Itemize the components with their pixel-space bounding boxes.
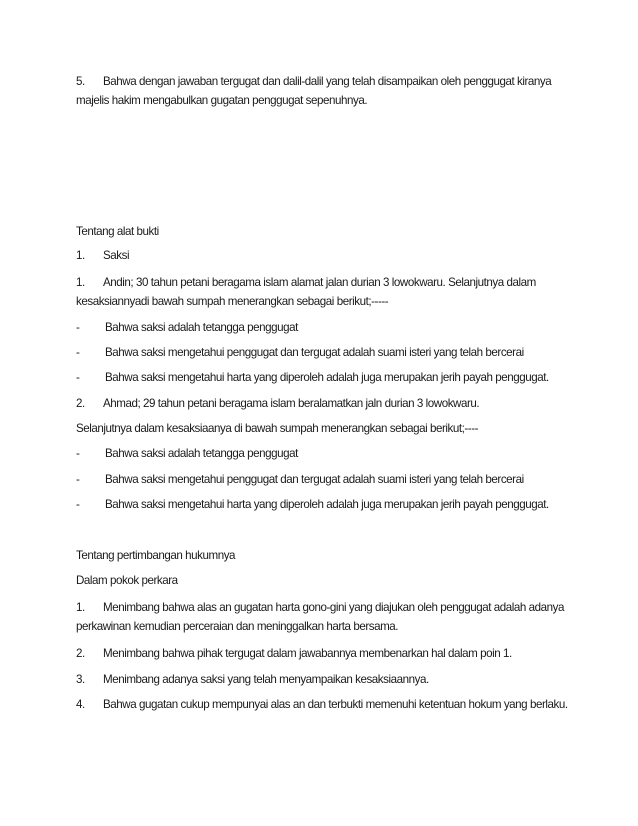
point-text: Bahwa saksi adalah tetangga penggugat [105, 447, 298, 460]
point-text: Bahwa saksi adalah tetangga penggugat [105, 321, 298, 334]
witness-2-point [76, 472, 576, 488]
item-number: 2. [76, 397, 85, 410]
item-number: 1. [76, 276, 85, 289]
witness-1-point [76, 320, 576, 336]
witness-1 [76, 273, 571, 311]
bullet-dash: - [76, 498, 80, 511]
heading-pertimbangan: Tentang pertimbangan hukumnya [76, 549, 236, 562]
item-number: 2. [76, 647, 85, 660]
consideration-3 [76, 672, 576, 688]
consideration-text: Menimbang bahwa pihak tergugat dalam jawabannya membenarkan hal dalam poin 1. [103, 647, 512, 660]
bullet-dash: - [76, 346, 80, 359]
list-item-saksi [76, 248, 576, 264]
consideration-text: Menimbang bahwa alas an gugatan harta gono-gini yang diajukan oleh penggugat adalah adanya perkawinan kemudian perceraian dan meninggalkan harta bersama. [76, 601, 564, 633]
witness-text: Ahmad; 29 tahun petani beragama islam beralamatkan jaln durian 3 lowokwaru. [103, 397, 480, 410]
witness-text: Andin; 30 tahun petani beragama islam alamat jalan durian 3 lowokwaru. Selanjutnya dalam kesaksiannyadi bawah sumpah menerangkan sebagai berikut;----- [76, 276, 536, 308]
consideration-text: Bahwa gugatan cukup mempunyai alas an dan terbukti memenuhi ketentuan hokum yang berlaku. [103, 698, 568, 711]
bullet-dash: - [76, 321, 80, 334]
bullet-dash: - [76, 447, 80, 460]
point-text: Bahwa saksi mengetahui harta yang diperoleh adalah juga merupakan jerih payah penggugat. [105, 371, 549, 384]
witness-1-point [76, 345, 576, 361]
heading-alat-bukti: Tentang alat bukti [76, 225, 159, 238]
item-text: Saksi [103, 249, 130, 262]
witness-2-continuation: Selanjutnya dalam kesaksiaanya di bawah sumpah menerangkan sebagai berikut;---- [76, 422, 479, 435]
paragraph-5 [76, 72, 571, 110]
witness-2-point [76, 446, 576, 462]
item-number: 3. [76, 673, 85, 686]
bullet-dash: - [76, 473, 80, 486]
item-number: 1. [76, 249, 85, 262]
witness-1-point [76, 370, 576, 386]
item-number: 1. [76, 601, 85, 614]
consideration-1 [76, 598, 571, 636]
paragraph-text: Bahwa dengan jawaban tergugat dan dalil-dalil yang telah disampaikan oleh penggugat kiranya majelis hakim mengabulkan gugatan penggugat sepenuhnya. [76, 75, 552, 107]
point-text: Bahwa saksi mengetahui penggugat dan tergugat adalah suami isteri yang telah bercerai [105, 473, 524, 486]
witness-2 [76, 396, 576, 412]
consideration-text: Menimbang adanya saksi yang telah menyampaikan kesaksiaannya. [103, 673, 429, 686]
consideration-2 [76, 646, 576, 662]
point-text: Bahwa saksi mengetahui harta yang diperoleh adalah juga merupakan jerih payah penggugat. [105, 498, 549, 511]
item-number: 4. [76, 698, 85, 711]
consideration-4 [76, 697, 576, 713]
item-number: 5. [76, 75, 85, 88]
bullet-dash: - [76, 371, 80, 384]
point-text: Bahwa saksi mengetahui penggugat dan tergugat adalah suami isteri yang telah bercerai [105, 346, 524, 359]
heading-pokok-perkara: Dalam pokok perkara [76, 574, 178, 587]
witness-2-point [76, 497, 576, 513]
